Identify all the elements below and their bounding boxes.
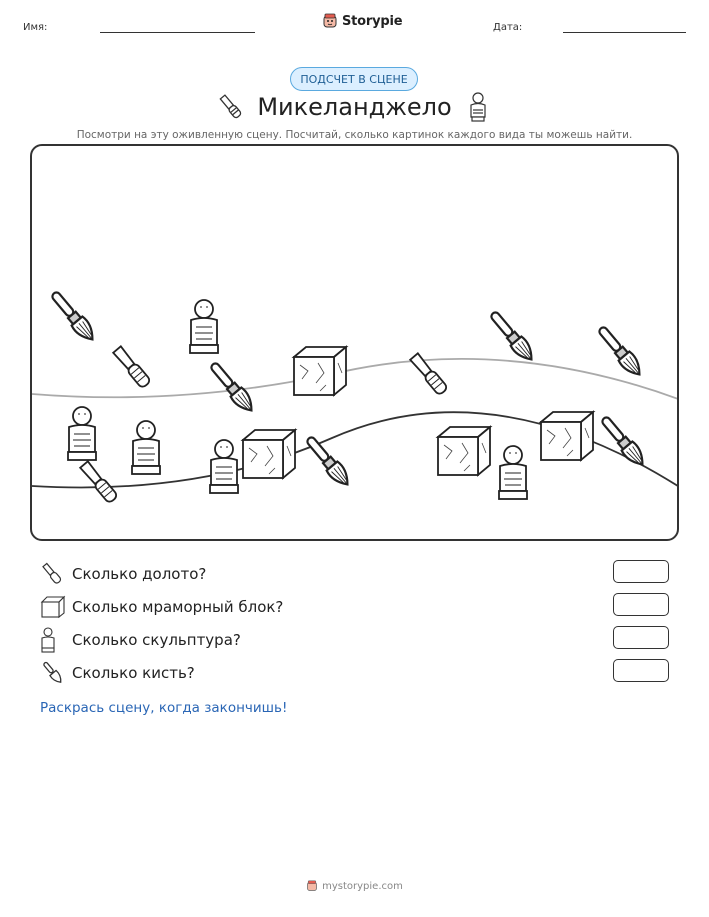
answer-box-chisel[interactable] [613, 560, 669, 583]
question-row-chisel [40, 561, 206, 587]
brand-name: Storypie [342, 13, 403, 29]
scene-illustration [32, 146, 679, 541]
question-text: Сколько долото? [72, 565, 207, 583]
storypie-mascot-icon [306, 880, 318, 892]
question-text: Сколько мраморный блок? [72, 598, 284, 616]
name-line[interactable] [100, 32, 255, 33]
question-row-marble-block [40, 594, 283, 620]
answer-box-sculpture[interactable] [613, 626, 669, 649]
counting-scene[interactable] [30, 144, 679, 541]
chisel-icon [40, 562, 68, 586]
coloring-instruction: Раскрась сцену, когда закончишь! [40, 700, 288, 716]
footer [0, 880, 709, 892]
marble-block-icon [40, 595, 68, 619]
name-label: Имя: [23, 22, 48, 33]
sculpture-icon [467, 91, 489, 127]
brand-logo [322, 13, 402, 29]
sculpture-icon [40, 628, 68, 652]
footer-url[interactable]: mystorypie.com [322, 880, 403, 892]
activity-badge: ПОДСЧЕТ В СЦЕНЕ [290, 67, 418, 91]
answer-box-marble-block[interactable] [613, 593, 669, 616]
question-text: Сколько скульптура? [72, 631, 241, 649]
question-row-sculpture [40, 627, 241, 653]
date-label: Дата: [493, 22, 523, 33]
answer-box-brush[interactable] [613, 659, 669, 682]
question-text: Сколько кисть? [72, 664, 195, 682]
question-row-brush [40, 660, 195, 686]
storypie-mascot-icon [322, 13, 338, 29]
date-line[interactable] [563, 32, 686, 33]
page-title: Микеланджело [257, 93, 452, 121]
instructions-text: Посмотри на эту оживленную сцену. Посчитай, сколько картинок каждого вида ты можешь найти. [76, 129, 633, 141]
brush-icon [40, 661, 68, 685]
